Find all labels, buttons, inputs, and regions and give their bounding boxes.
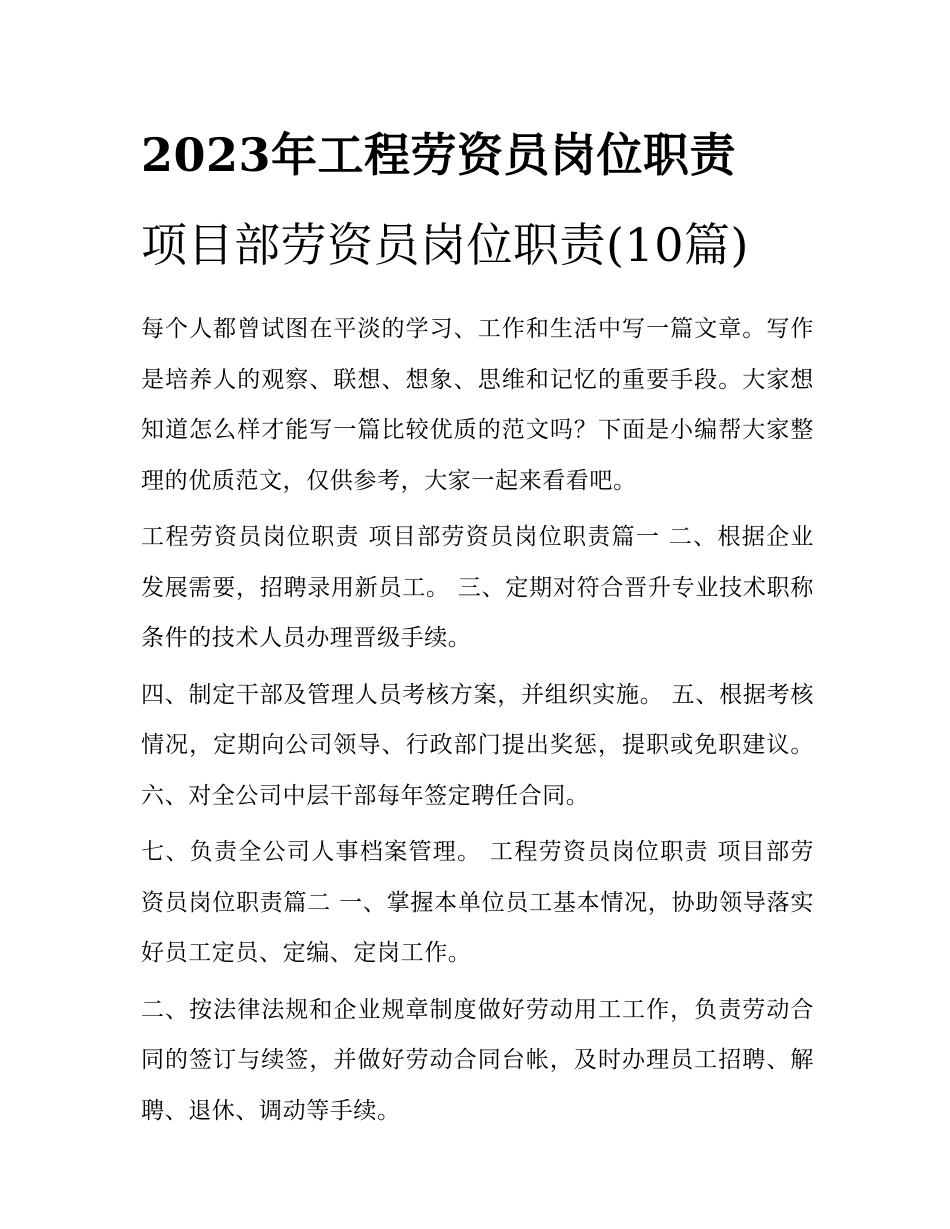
title-line-2: 项目部劳资员岗位职责(10篇) xyxy=(141,218,749,272)
paragraph-intro: 每个人都曾试图在平淡的学习、工作和生活中写一篇文章。写作是培养人的观察、联想、想象、思维和记忆的重要手段。大家想知道怎么样才能写一篇比较优质的范文吗？下面是小编帮大家整理的优质范文，仅供参考，大家一起来看看吧。 xyxy=(141,316,814,494)
paragraph-4: 二、按法律法规和企业规章制度做好劳动用工工作，负责劳动合同的签订与续签，并做好劳动合同台帐，及时办理员工招聘、解聘、退休、调动等手续。 xyxy=(141,996,814,1124)
paragraph-2: 四、制定干部及管理人员考核方案，并组织实施。 五、根据考核情况，定期向公司领导、行政部门提出奖惩，提职或免职建议。 六、对全公司中层干部每年签定聘任合同。 xyxy=(141,681,814,809)
title-line-1: 2023年工程劳资员岗位职责 xyxy=(141,128,737,182)
paragraph-3: 七、负责全公司人事档案管理。 工程劳资员岗位职责 项目部劳资员岗位职责篇二 一、掌握本单位员工基本情况，协助领导落实好员工定员、定编、定岗工作。 xyxy=(141,839,814,966)
paragraph-1: 工程劳资员岗位职责 项目部劳资员岗位职责篇一 二、根据企业发展需要，招聘录用新员工。 三、定期对符合晋升专业技术职称条件的技术人员办理晋级手续。 xyxy=(141,524,814,651)
document-title xyxy=(141,110,814,290)
